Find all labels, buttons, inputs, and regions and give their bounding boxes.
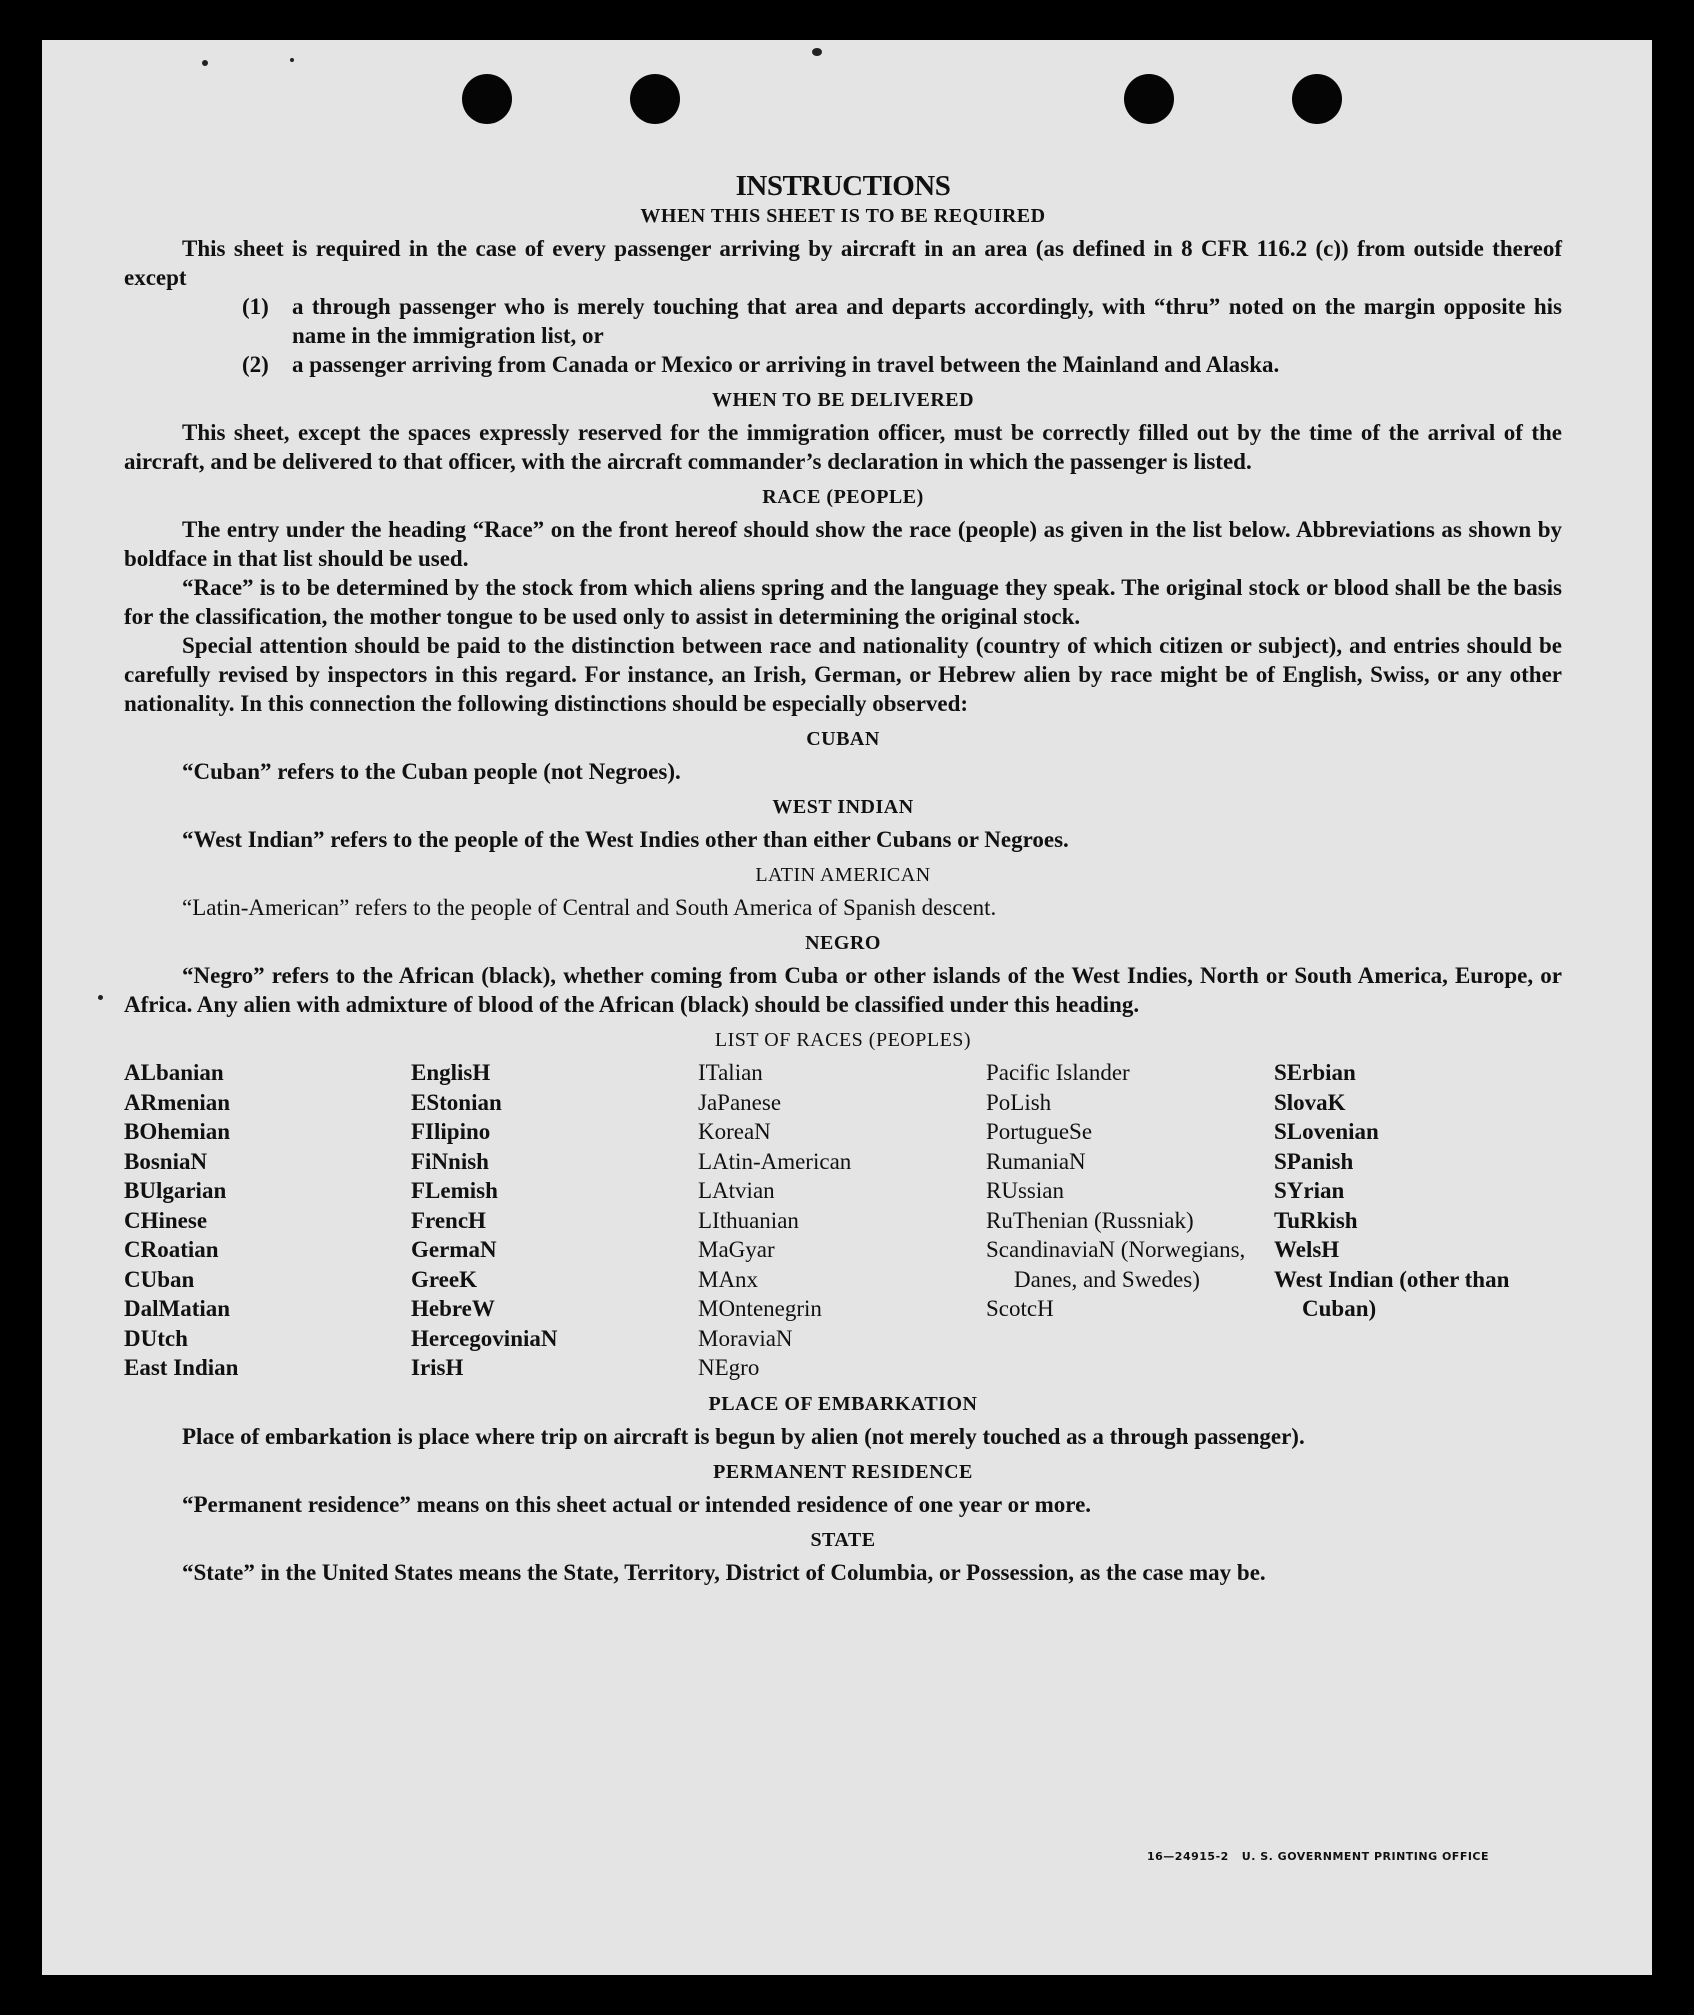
punch-hole: [1124, 74, 1174, 124]
race-item: SPanish: [1274, 1148, 1354, 1174]
race-item: HercegoviniaN: [411, 1325, 558, 1351]
race-item: GermaN: [411, 1237, 497, 1262]
race-item: SLovenian: [1274, 1119, 1379, 1144]
numbered-item: (1) a through passenger who is merely touching that area and departs accordingly, with “thru” noted on the margin opposite his name in the immigration list, or: [242, 294, 1562, 348]
race-item: WelsH: [1274, 1237, 1340, 1262]
document-page: [42, 40, 1652, 1975]
ink-speck: [98, 995, 103, 1000]
race-item: LIthuanian: [698, 1207, 799, 1233]
paragraph: “State” in the United States means the State, Territory, District of Columbia, or Possession, as the case may be.: [182, 1559, 1266, 1585]
paragraph: “West Indian” refers to the people of the West Indies other than either Cubans or Negroes.: [182, 827, 1069, 852]
race-item: MOntenegrin: [698, 1296, 822, 1321]
section-heading: LIST OF RACES (PEOPLES): [714, 1029, 972, 1051]
race-item: FLemish: [411, 1178, 498, 1203]
paragraph: Special attention should be paid to the distinction between race and nationality (country of which citizen or subject), and entries should be carefully revised by inspectors in this regard. For instance, an Irish, German, or Hebrew alien by race might be of English, Swiss, or any other nationality. In this connection the following distinctions should be especially observed:: [124, 633, 1562, 716]
paragraph: “Permanent residence” means on this sheet actual or intended residence of one year or more.: [182, 1491, 1092, 1517]
race-item: IrisH: [411, 1355, 464, 1380]
race-item: HebreW: [411, 1296, 495, 1321]
race-item: RuThenian (Russniak): [986, 1207, 1194, 1233]
race-item: ALbanian: [124, 1060, 224, 1085]
race-item: MoraviaN: [698, 1325, 793, 1351]
race-item: FiNnish: [411, 1148, 489, 1174]
printing-office-note: 16—24915-2 U. S. GOVERNMENT PRINTING OFFICE: [1147, 1850, 1490, 1863]
race-item: MAnx: [698, 1266, 759, 1292]
race-item: ARmenian: [124, 1089, 231, 1115]
race-item: PoLish: [986, 1089, 1052, 1115]
ink-speck: [290, 58, 294, 62]
punch-hole: [462, 74, 512, 124]
paragraph: “Latin-American” refers to the people of Central and South America of Spanish descent.: [182, 895, 997, 920]
race-item: ScotcH: [986, 1296, 1054, 1321]
race-item: East Indian: [124, 1355, 239, 1380]
paragraph: This sheet is required in the case of every passenger arriving by aircraft in an area (as defined in 8 CFR 116.2 (c)) from outside thereof except: [124, 236, 1562, 290]
paragraph: “Race” is to be determined by the stock from which aliens spring and the language they speak. The original stock or blood shall be the basis for the classification, the mother tongue to be used only to assist in determining the original stock.: [124, 575, 1562, 629]
section-heading: PLACE OF EMBARKATION: [708, 1392, 978, 1415]
page-title: INSTRUCTIONS: [735, 170, 951, 202]
race-item: KoreaN: [698, 1119, 771, 1144]
race-item: LAtin-American: [698, 1148, 852, 1174]
race-column: [411, 1058, 698, 1383]
paragraph: “Negro” refers to the African (black), whether coming from Cuba or other islands of the West Indies, North or South America, Europe, or Africa. Any alien with admixture of blood of the African (black) should be classified under this heading.: [124, 963, 1562, 1017]
section-heading: PERMANENT RESIDENCE: [713, 1460, 973, 1483]
race-item: DUtch: [124, 1325, 188, 1351]
race-item: RumaniaN: [986, 1148, 1086, 1174]
race-item: TuRkish: [1274, 1207, 1358, 1233]
paragraph: This sheet, except the spaces expressly reserved for the immigration officer, must be correctly filled out by the time of the arrival of the aircraft, and be delivered to that officer, with the aircraft commander’s declaration in which the passenger is listed.: [124, 420, 1562, 474]
race-item: SYrian: [1274, 1178, 1345, 1203]
race-column: [698, 1058, 986, 1383]
race-item: RUssian: [986, 1178, 1064, 1203]
race-item: MaGyar: [698, 1237, 775, 1262]
race-item: PortugueSe: [986, 1119, 1093, 1144]
race-list: [124, 1058, 1562, 1383]
race-item: ScandinaviaN (Norwegians, Danes, and Swedes): [986, 1237, 1246, 1292]
paragraph: The entry under the heading “Race” on the front hereof should show the race (people) as given in the list below. Abbreviations as shown by boldface in that list should be used.: [124, 517, 1562, 571]
numbered-item: (2) a passenger arriving from Canada or Mexico or arriving in travel between the Mainland and Alaska.: [242, 352, 1280, 377]
paragraph: Place of embarkation is place where trip on aircraft is begun by alien (not merely touched as a through passenger).: [182, 1423, 1305, 1449]
race-item: FrencH: [411, 1207, 486, 1233]
race-item: FIlipino: [411, 1119, 491, 1144]
race-item: CRoatian: [124, 1237, 219, 1262]
section-heading: WEST INDIAN: [772, 796, 914, 818]
race-item: BOhemian: [124, 1119, 231, 1144]
ink-speck: [202, 60, 208, 66]
race-item: GreeK: [411, 1266, 477, 1292]
race-item: LAtvian: [698, 1178, 775, 1203]
race-item: EStonian: [411, 1089, 502, 1115]
race-item: BUlgarian: [124, 1178, 227, 1203]
race-item: CHinese: [124, 1207, 208, 1233]
ink-speck: [812, 48, 822, 56]
race-column: [1274, 1058, 1562, 1383]
race-item: JaPanese: [698, 1089, 782, 1115]
race-item: EnglisH: [411, 1060, 491, 1085]
section-heading: RACE (PEOPLE): [762, 486, 924, 508]
section-heading: NEGRO: [805, 932, 881, 954]
section-heading: CUBAN: [806, 728, 880, 750]
section-heading: WHEN THIS SHEET IS TO BE REQUIRED: [640, 205, 1046, 227]
instructions-content: [124, 170, 1562, 1587]
race-item: SlovaK: [1274, 1089, 1346, 1115]
race-item: NEgro: [698, 1355, 760, 1380]
race-item: SErbian: [1274, 1060, 1356, 1085]
race-item: BosniaN: [124, 1148, 208, 1174]
race-item: CUban: [124, 1266, 195, 1292]
race-column: [124, 1058, 411, 1383]
punch-hole: [630, 74, 680, 124]
paragraph: “Cuban” refers to the Cuban people (not Negroes).: [182, 759, 681, 784]
section-heading: WHEN TO BE DELIVERED: [711, 389, 975, 411]
section-heading: STATE: [810, 1528, 876, 1551]
race-column: [986, 1058, 1274, 1383]
race-item: DalMatian: [124, 1296, 231, 1321]
punch-hole: [1292, 74, 1342, 124]
race-item: ITalian: [698, 1060, 763, 1085]
race-item: Pacific Islander: [986, 1060, 1130, 1085]
race-item: West Indian (other than Cuban): [1274, 1266, 1510, 1321]
section-heading: LATIN AMERICAN: [755, 864, 931, 886]
